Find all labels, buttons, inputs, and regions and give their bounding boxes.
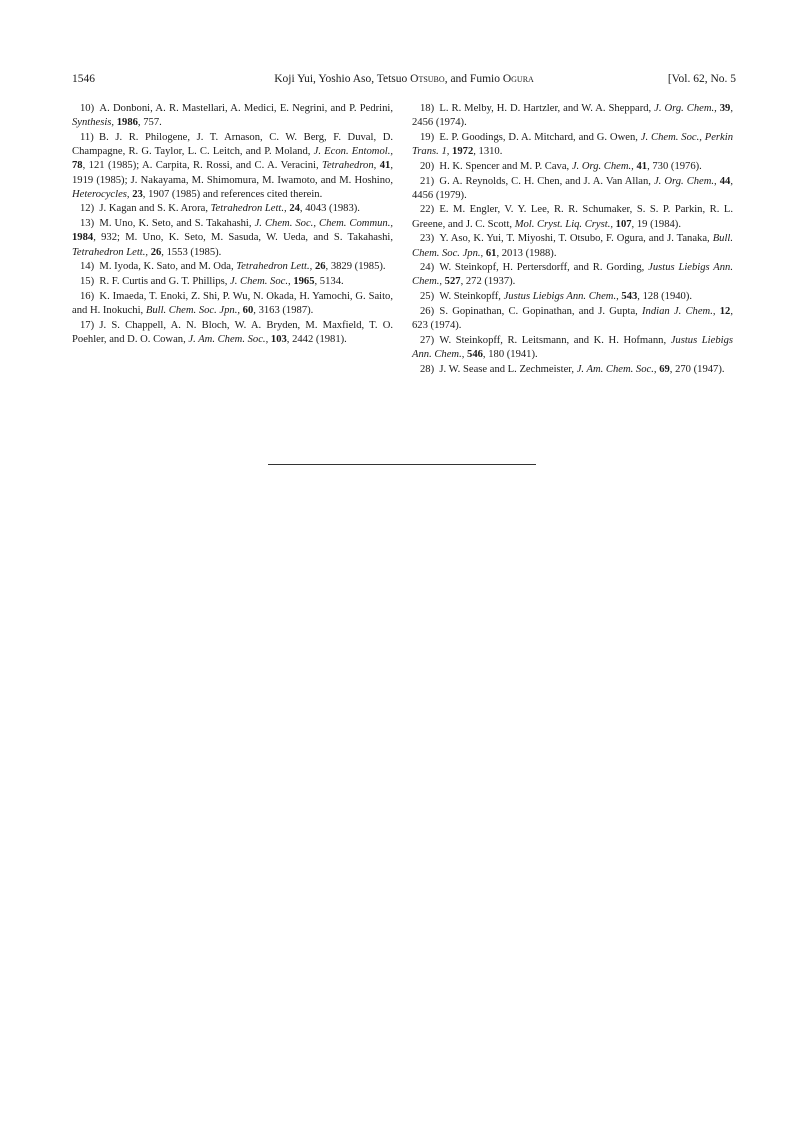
reference-text: , 730 (1976).: [647, 160, 702, 172]
reference-number: 28): [420, 363, 435, 375]
reference-number: 19): [420, 131, 435, 143]
reference-number: 21): [420, 175, 435, 187]
reference-text: , 3829 (1985).: [325, 261, 386, 273]
reference-number: 20): [420, 160, 435, 172]
volume-number: 103: [270, 333, 287, 345]
volume-issue: [Vol. 62, No. 5: [667, 73, 736, 85]
reference-item: [72, 275, 393, 289]
reference-number: 17): [80, 319, 95, 331]
journal-title: Justus Liebigs Ann. Chem.,: [412, 262, 733, 288]
reference-text: , 2013 (1988).: [496, 247, 557, 259]
reference-text: , 180 (1941).: [482, 348, 538, 360]
reference-text: , 270 (1947).: [669, 363, 725, 375]
reference-text: , 1907 (1985) and references cited therein.: [142, 188, 323, 200]
reference-text: , 757.: [137, 117, 162, 129]
volume-number: 24: [289, 203, 300, 215]
reference-item: [412, 363, 733, 377]
volume-number: 26: [314, 261, 326, 273]
journal-title: J. Org. Chem.,: [653, 175, 717, 187]
author-surname-ogura: Ogura: [502, 73, 534, 85]
reference-text: Y. Aso, K. Yui, T. Miyoshi, T. Otsubo, F. Ogura, and J. Tanaka,: [439, 233, 713, 245]
reference-text: , 4456 (1979).: [412, 175, 733, 201]
reference-item: [412, 160, 733, 174]
volume-number: 60: [242, 304, 254, 316]
journal-title: Tetrahedron Lett.,: [210, 203, 287, 215]
journal-title: J. Chem. Soc., Perkin Trans. 1,: [412, 131, 733, 158]
reference-item: [412, 232, 733, 260]
reference-text: , 932; M. Uno, K. Seto, M. Sasuda, W. Ueda, and S. Takahashi,: [93, 232, 393, 244]
reference-text: , 2442 (1981).: [286, 333, 347, 345]
volume-number: 107: [615, 218, 632, 230]
volume-number: 78: [72, 160, 83, 172]
reference-item: [72, 260, 393, 274]
reference-text: , 623 (1974).: [412, 305, 733, 332]
journal-title: Synthesis,: [72, 117, 115, 129]
reference-number: 16): [80, 290, 95, 302]
reference-number: 14): [80, 261, 95, 273]
volume-number: 12: [719, 305, 731, 317]
volume-number: 69: [659, 363, 670, 375]
volume-number: 41: [379, 160, 391, 172]
running-authors: [72, 71, 736, 87]
journal-title: Mol. Cryst. Liq. Cryst.,: [514, 218, 613, 230]
reference-text: J. Kagan and S. K. Arora,: [99, 203, 211, 215]
journal-title: Indian J. Chem.,: [642, 305, 716, 317]
reference-text: , 3163 (1987).: [253, 304, 314, 316]
volume-number: 26: [150, 246, 162, 258]
journal-title: Bull. Chem. Soc. Jpn.,: [145, 304, 241, 316]
volume-number: 543: [621, 291, 638, 303]
volume-number: 527: [444, 276, 461, 288]
reference-text: W. Steinkopf, H. Pertersdorff, and R. Gording,: [439, 262, 649, 274]
reference-item: [412, 131, 733, 159]
journal-title: J. Am. Chem. Soc.,: [576, 363, 657, 375]
reference-item: [72, 102, 393, 130]
reference-number: 11): [80, 131, 94, 143]
reference-item: [412, 261, 733, 289]
reference-text: W. Steinkopff, R. Leitsmann, and K. H. Hofmann,: [439, 334, 671, 346]
reference-item: [412, 334, 733, 362]
journal-title: J. Am. Chem. Soc.,: [188, 333, 269, 345]
reference-text: , 1553 (1985).: [161, 246, 222, 258]
reference-text: R. F. Curtis and G. T. Phillips,: [99, 275, 231, 287]
reference-text: G. A. Reynolds, C. H. Chen, and J. A. Van Allan,: [439, 175, 654, 187]
journal-title: J. Org. Chem.,: [654, 103, 717, 114]
reference-item: [72, 290, 393, 318]
reference-text: , 128 (1940).: [637, 291, 693, 303]
volume-number: 39: [719, 103, 731, 114]
reference-number: 26): [420, 305, 435, 317]
end-rule: [268, 464, 536, 465]
journal-title: Bull. Chem. Soc. Jpn.,: [412, 233, 733, 259]
reference-text: H. K. Spencer and M. P. Cava,: [439, 160, 572, 172]
reference-text: E. P. Goodings, D. A. Mitchard, and G. Owen,: [439, 131, 641, 143]
journal-title: Justus Liebigs Ann. Chem.,: [412, 334, 733, 360]
reference-text: L. R. Melby, H. D. Hartzler, and W. A. Sheppard,: [439, 103, 655, 114]
authors-text-mid: , and Fumio: [444, 73, 503, 85]
reference-item: [412, 203, 733, 231]
journal-title: J. Chem. Soc., Chem. Commun.,: [254, 218, 393, 230]
reference-number: 13): [80, 218, 95, 230]
reference-item: [72, 202, 393, 216]
author-surname-otsubo: Otsubo: [410, 73, 445, 85]
reference-text: M. Uno, K. Seto, and S. Takahashi,: [99, 218, 255, 230]
reference-text: E. M. Engler, V. Y. Lee, R. R. Schumaker, S. S. P. Parkin, R. L. Greene, and J. C. Scott,: [412, 204, 733, 230]
journal-title: Tetrahedron,: [322, 160, 377, 172]
reference-text: M. Iyoda, K. Sato, and M. Oda,: [99, 261, 237, 273]
reference-item: [412, 305, 733, 333]
reference-number: 25): [420, 291, 435, 303]
reference-number: 23): [420, 233, 435, 245]
reference-number: 27): [420, 334, 435, 346]
reference-item: [412, 102, 733, 130]
journal-title: Heterocycles,: [72, 188, 130, 200]
volume-number: 44: [719, 175, 731, 187]
journal-title: J. Econ. Entomol.,: [313, 146, 393, 158]
reference-number: 18): [420, 103, 435, 114]
reference-text: , 2456 (1974).: [412, 103, 733, 129]
volume-number: 1972: [452, 146, 474, 158]
reference-text: K. Imaeda, T. Enoki, Z. Shi, P. Wu, N. Okada, H. Yamochi, G. Saito, and H. Inokuchi,: [72, 290, 393, 316]
journal-title: J. Chem. Soc.,: [230, 275, 291, 287]
reference-text: , 121 (1985); A. Carpita, R. Rossi, and C. A. Veracini,: [82, 160, 323, 172]
reference-text: W. Steinkopff,: [439, 291, 504, 303]
volume-number: 546: [467, 348, 483, 360]
reference-number: 15): [80, 275, 95, 287]
journal-title: Tetrahedron Lett.,: [72, 246, 149, 258]
reference-text: A. Donboni, A. R. Mastellari, A. Medici, E. Negrini, and P. Pedrini,: [99, 103, 393, 114]
reference-item: [412, 175, 733, 203]
reference-item: [72, 217, 393, 260]
journal-title: Justus Liebigs Ann. Chem.,: [503, 291, 619, 303]
journal-title: Tetrahedron Lett.,: [236, 261, 313, 273]
reference-text: J. S. Chappell, A. N. Bloch, W. A. Bryden, M. Maxfield, T. O. Poehler, and D. O. Cowan,: [72, 319, 393, 345]
reference-item: [412, 290, 733, 304]
reference-text: , 272 (1937).: [460, 276, 516, 288]
reference-text: , 5134.: [314, 275, 344, 287]
reference-text: S. Gopinathan, C. Gopinathan, and J. Gupta,: [439, 305, 643, 317]
reference-text: , 19 (1984).: [631, 218, 681, 230]
journal-title: J. Org. Chem.,: [571, 160, 634, 172]
reference-item: [72, 131, 393, 202]
reference-item: [72, 319, 393, 347]
reference-number: 22): [420, 204, 435, 216]
authors-text: Koji Yui, Yoshio Aso, Tetsuo: [274, 73, 411, 85]
volume-number: 1984: [72, 232, 94, 244]
reference-text: , 4043 (1983).: [299, 203, 360, 215]
reference-number: 24): [420, 262, 435, 274]
volume-number: 41: [636, 160, 648, 172]
references-column-left: [72, 102, 393, 347]
reference-text: , 1919 (1985); J. Nakayama, M. Shimomura, M. Iwamoto, and M. Hoshino,: [72, 160, 393, 186]
reference-number: 12): [80, 203, 95, 215]
reference-text: , 1310.: [473, 146, 503, 158]
reference-text: B. J. R. Philogene, J. T. Arnason, C. W. Berg, F. Duval, D. Champagne, R. G. Taylor, L. C. Leitch, and P. Moland,: [72, 131, 393, 158]
running-header: [72, 71, 736, 87]
volume-number: 1986: [116, 117, 138, 129]
volume-number: 1965: [293, 275, 315, 287]
volume-number: 23: [132, 188, 143, 200]
reference-number: 10): [80, 103, 95, 114]
page-number: 1546: [72, 73, 95, 85]
volume-number: 61: [485, 247, 497, 259]
reference-text: J. W. Sease and L. Zechmeister,: [439, 363, 577, 375]
references-column-right: [412, 102, 733, 377]
